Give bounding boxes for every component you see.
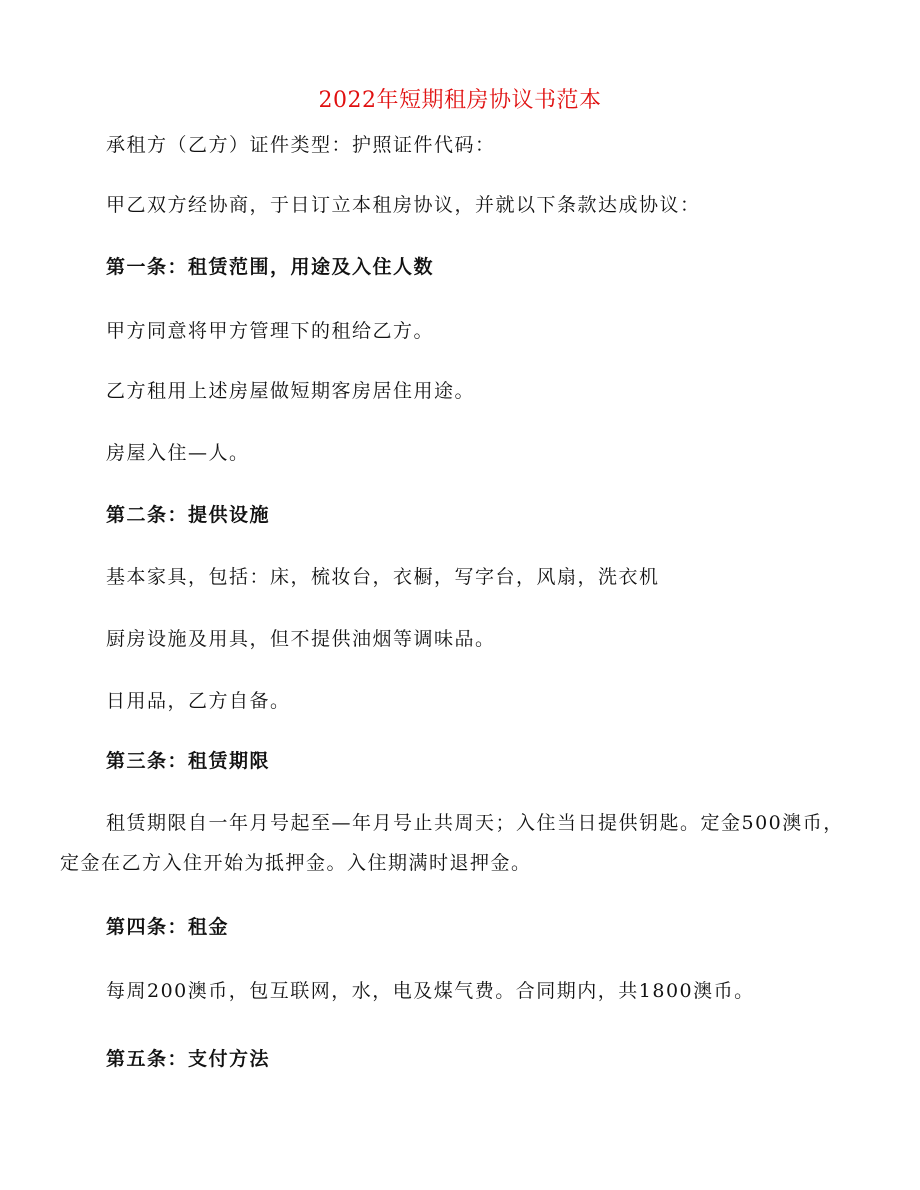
paragraph-furniture: 基本家具，包括：床，梳妆台，衣橱，写字台，风扇，洗衣机: [106, 566, 660, 588]
paragraph-kitchen: 厨房设施及用具，但不提供油烟等调味品。: [106, 628, 496, 650]
paragraph-daily-items: 日用品，乙方自备。: [106, 690, 291, 712]
heading-article-5: 第五条：支付方法: [106, 1048, 271, 1070]
paragraph-lease-term: [60, 810, 860, 876]
paragraph-usage: 乙方租用上述房屋做短期客房居住用途。: [106, 380, 476, 402]
paragraph-tenant-id: 承租方（乙方）证件类型：护照证件代码：: [106, 134, 496, 156]
heading-article-2: 第二条：提供设施: [106, 504, 271, 526]
paragraph-rent: 每周200澳币，包互联网，水，电及煤气费。合同期内，共1800澳币。: [106, 980, 755, 1002]
paragraph-occupants: 房屋入住—人。: [106, 442, 250, 464]
lease-term-line-2: 定金在乙方入住开始为抵押金。入住期满时退押金。: [60, 852, 532, 874]
paragraph-lease-consent: 甲方同意将甲方管理下的租给乙方。: [106, 320, 435, 342]
paragraph-agreement-intro: 甲乙双方经协商，于日订立本租房协议，并就以下条款达成协议：: [106, 194, 701, 216]
document-title: 2022年短期租房协议书范本: [318, 88, 602, 113]
lease-term-line-1: 租赁期限自一年月号起至—年月号止共周天；入住当日提供钥匙。定金500澳币，: [106, 812, 844, 834]
heading-article-4: 第四条：租金: [106, 916, 230, 938]
heading-article-3: 第三条：租赁期限: [106, 750, 271, 772]
heading-article-1: 第一条：租赁范围，用途及入住人数: [106, 256, 435, 278]
